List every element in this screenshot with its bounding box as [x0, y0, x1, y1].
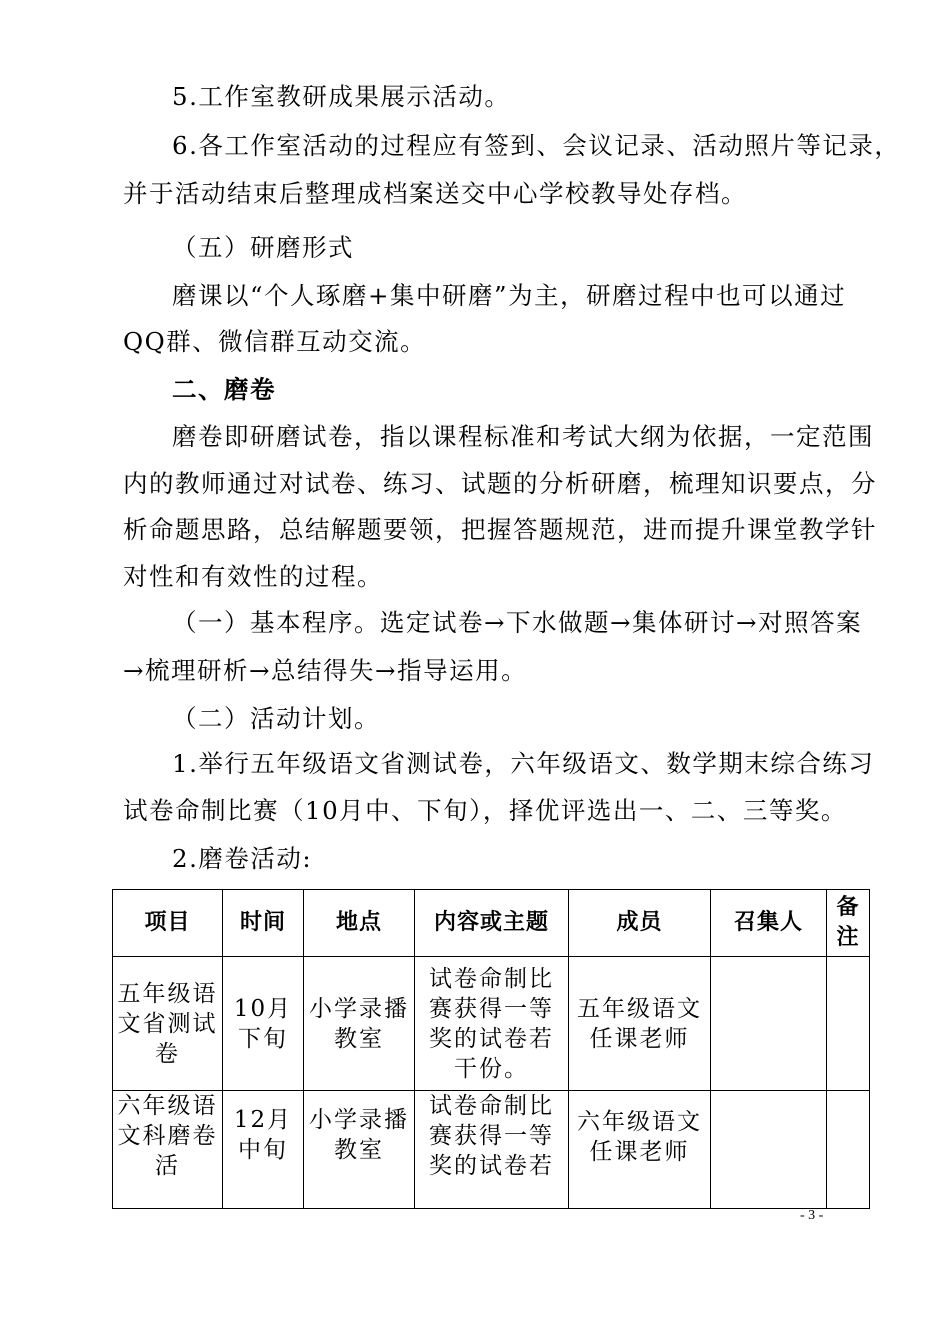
- table-header-row: [113, 890, 870, 957]
- paragraph-item-2: 2.磨卷活动:: [172, 844, 313, 873]
- chapter-heading-2: 二、磨卷: [172, 375, 276, 404]
- section-heading-5: （五）研磨形式: [172, 233, 354, 262]
- cell-location: 小学录播教室: [304, 1091, 415, 1209]
- paragraph-mojuan-line1: 磨卷即研磨试卷，指以课程标准和考试大纲为依据，一定范围: [172, 422, 874, 451]
- paragraph-item-1-line2: 试卷命制比赛（10月中、下旬），择优评选出一、二、三等奖。: [123, 796, 847, 825]
- cell-project: 六年级语文科磨卷活: [113, 1091, 223, 1209]
- paragraph-mojuan-line2: 内的教师通过对试卷、练习、试题的分析研磨，梳理知识要点，分: [123, 469, 877, 498]
- header-time: 时间: [223, 890, 304, 957]
- paragraph-item-6-line1: 6.各工作室活动的过程应有签到、会议记录、活动照片等记录，: [172, 131, 901, 160]
- paragraph-mojuan-line3: 析命题思路，总结解题要领，把握答题规范，进而提升课堂教学针: [123, 515, 877, 544]
- cell-members: 五年级语文任课老师: [569, 957, 711, 1091]
- paragraph-polish-line2: QQ群、微信群互动交流。: [123, 327, 427, 356]
- cell-convener: [711, 1091, 827, 1209]
- cell-members: 六年级语文任课老师: [569, 1091, 711, 1209]
- header-remarks: 备注: [827, 890, 870, 957]
- cell-remarks: [827, 957, 870, 1091]
- paragraph-item-6-line2: 并于活动结束后整理成档案送交中心学校教导处存档。: [123, 179, 747, 208]
- paragraph-item-5: 5.工作室教研成果展示活动。: [172, 82, 511, 111]
- cell-content: 试卷命制比赛获得一等奖的试卷若干份。: [415, 957, 569, 1091]
- cell-time: 12月中旬: [223, 1091, 304, 1209]
- header-members: 成员: [569, 890, 711, 957]
- paragraph-item-1-line1: 1.举行五年级语文省测试卷，六年级语文、数学期末综合练习: [172, 749, 875, 778]
- page-number: - 3 -: [800, 1208, 824, 1223]
- header-convener: 召集人: [711, 890, 827, 957]
- paragraph-procedure-line1: （一）基本程序。选定试卷→下水做题→集体研讨→对照答案: [172, 608, 863, 637]
- cell-time: 10月下旬: [223, 957, 304, 1091]
- cell-convener: [711, 957, 827, 1091]
- activity-table: [112, 889, 870, 1209]
- cell-project: 五年级语文省测试卷: [113, 957, 223, 1091]
- header-content: 内容或主题: [415, 890, 569, 957]
- cell-location: 小学录播教室: [304, 957, 415, 1091]
- paragraph-procedure-line2: →梳理研析→总结得失→指导运用。: [123, 656, 528, 685]
- cell-remarks: [827, 1091, 870, 1209]
- header-project: 项目: [113, 890, 223, 957]
- header-location: 地点: [304, 890, 415, 957]
- table-row: [113, 1091, 870, 1209]
- paragraph-mojuan-line4: 对性和有效性的过程。: [123, 562, 383, 591]
- section-heading-plan: （二）活动计划。: [172, 704, 380, 733]
- table-row: [113, 957, 870, 1091]
- paragraph-polish-line1: 磨课以“个人琢磨+集中研磨”为主，研磨过程中也可以通过: [172, 281, 847, 310]
- cell-content: 试卷命制比赛获得一等奖的试卷若: [415, 1091, 569, 1209]
